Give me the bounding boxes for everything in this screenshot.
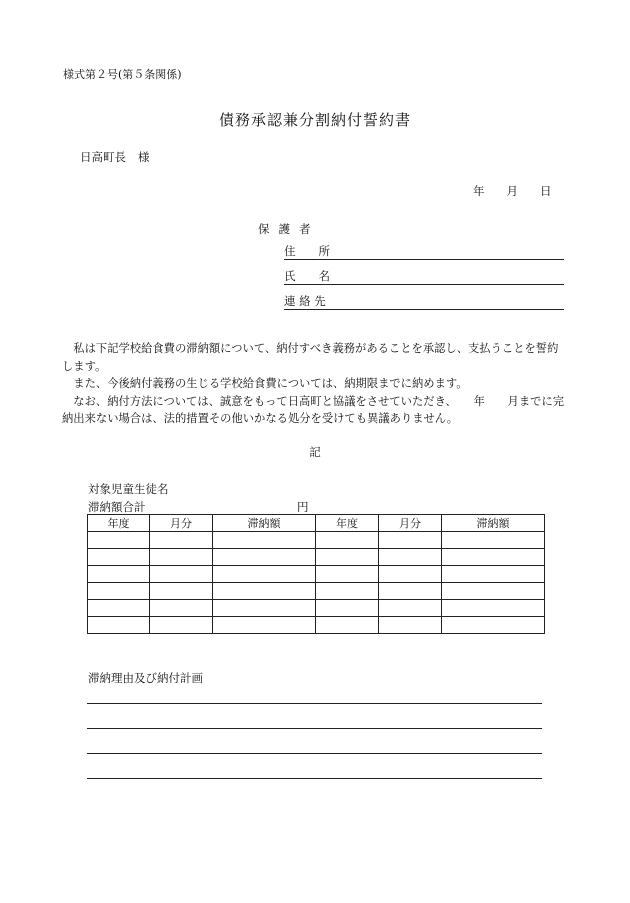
table-cell[interactable] <box>442 532 545 549</box>
table-cell[interactable] <box>442 600 545 617</box>
table-row <box>88 600 545 617</box>
table-cell[interactable] <box>379 617 442 634</box>
addressee-name: 日高町長 <box>80 150 126 164</box>
table-cell[interactable] <box>150 532 213 549</box>
reason-line-1[interactable] <box>87 703 542 704</box>
table-cell[interactable] <box>213 583 316 600</box>
col-header-fiscal-year: 年度 <box>88 515 150 532</box>
table-cell[interactable] <box>213 549 316 566</box>
guardian-heading: 保護者 <box>258 222 320 236</box>
address-field[interactable] <box>284 243 564 260</box>
yen-unit: 円 <box>297 500 309 514</box>
table-cell[interactable] <box>88 600 150 617</box>
table-cell[interactable] <box>316 532 379 549</box>
table-cell[interactable] <box>88 617 150 634</box>
pledge-paragraph-2: また、今後納付義務の生じる学校給食費については、納期限までに納めます。 <box>62 377 468 391</box>
table-row <box>88 532 545 549</box>
pledge-paragraph-3: なお、納付方法については、誠意をもって日高町と協議をさせていただき、 年 月までに完納出来ない場合は、法的措置その他いかなる処分を受けても異議ありません。 <box>62 394 565 426</box>
table-cell[interactable] <box>213 566 316 583</box>
table-cell[interactable] <box>316 600 379 617</box>
pledge-paragraph-1: 私は下記学校給食費の滞納額について、納付すべき義務があることを承認し、支払うことを誓約します。 <box>62 342 559 373</box>
arrears-table <box>87 514 545 634</box>
contact-field[interactable] <box>284 293 564 310</box>
name-label: 氏 名 <box>284 269 330 283</box>
date-month-label: 月 <box>506 184 518 198</box>
col-header-month: 月分 <box>150 515 213 532</box>
table-cell[interactable] <box>150 566 213 583</box>
table-row <box>88 583 545 600</box>
table-cell[interactable] <box>213 617 316 634</box>
table-cell[interactable] <box>150 617 213 634</box>
col-header-fiscal-year-2: 年度 <box>316 515 379 532</box>
table-cell[interactable] <box>88 583 150 600</box>
reason-line-2[interactable] <box>87 728 542 729</box>
form-number: 様式第２号(第５条関係) <box>63 68 182 81</box>
table-cell[interactable] <box>316 583 379 600</box>
reason-line-3[interactable] <box>87 753 542 754</box>
arrears-total <box>88 499 328 515</box>
pledge-body <box>62 340 568 428</box>
table-cell[interactable] <box>88 532 150 549</box>
reason-label: 滞納理由及び納付計画 <box>88 671 203 685</box>
arrears-total-label: 滞納額合計 <box>88 500 146 514</box>
col-header-amount: 滞納額 <box>213 515 316 532</box>
col-header-amount-2: 滞納額 <box>442 515 545 532</box>
table-cell[interactable] <box>316 617 379 634</box>
reason-line-4[interactable] <box>87 778 542 779</box>
table-cell[interactable] <box>442 566 545 583</box>
date-line <box>473 183 552 199</box>
target-student-label: 対象児童生徒名 <box>88 482 169 496</box>
table-row <box>88 549 545 566</box>
table-header-row <box>88 515 545 532</box>
table-cell[interactable] <box>88 549 150 566</box>
addressee <box>80 149 150 165</box>
table-cell[interactable] <box>379 566 442 583</box>
addressee-honorific: 様 <box>138 150 150 164</box>
table-cell[interactable] <box>88 566 150 583</box>
table-cell[interactable] <box>442 583 545 600</box>
name-field[interactable] <box>284 268 564 285</box>
table-row <box>88 617 545 634</box>
table-cell[interactable] <box>316 566 379 583</box>
col-header-month-2: 月分 <box>379 515 442 532</box>
document-title: 債務承認兼分割納付誓約書 <box>218 111 411 129</box>
date-day-label: 日 <box>540 184 552 198</box>
table-cell[interactable] <box>213 600 316 617</box>
table-cell[interactable] <box>150 600 213 617</box>
ki-heading: 記 <box>309 445 321 459</box>
table-cell[interactable] <box>379 532 442 549</box>
table-cell[interactable] <box>442 617 545 634</box>
table-cell[interactable] <box>316 549 379 566</box>
table-cell[interactable] <box>379 600 442 617</box>
address-label: 住 所 <box>284 244 330 258</box>
table-cell[interactable] <box>213 532 316 549</box>
table-cell[interactable] <box>150 549 213 566</box>
contact-label: 連 絡 先 <box>284 294 326 308</box>
table-cell[interactable] <box>379 583 442 600</box>
table-cell[interactable] <box>379 549 442 566</box>
table-row <box>88 566 545 583</box>
date-year-label: 年 <box>473 184 485 198</box>
table-cell[interactable] <box>442 549 545 566</box>
table-cell[interactable] <box>150 583 213 600</box>
